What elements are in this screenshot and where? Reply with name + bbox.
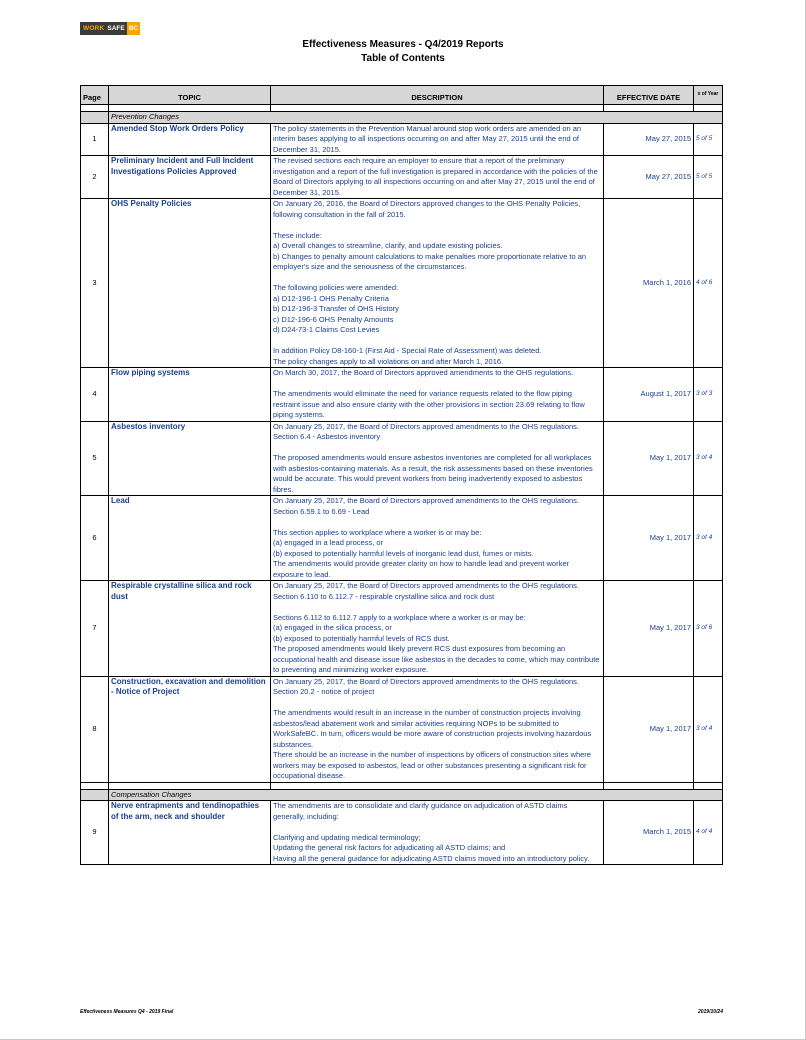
category-row: [81, 789, 723, 801]
row-page-number: 9: [81, 801, 109, 865]
table-row: [81, 421, 723, 496]
row-description: [271, 199, 604, 368]
description-line: On March 30, 2017, the Board of Directors approved amendments to the OHS regulations.: [273, 368, 574, 377]
description-line: The revised sections each require an employer to ensure that a report of the preliminary investigation and a report of the full investigation is prepared in accordance with the policies of the Board of Directors applying to all inspections occurring on and after May 27, 2015 until the end of December 31, 2015.: [273, 156, 598, 197]
row-description: [271, 676, 604, 782]
footer-date: 2019/10/24: [697, 1009, 723, 1015]
row-topic: OHS Penalty Policies: [109, 199, 271, 368]
row-topic: Nerve entrapments and tendinopathies of the arm, neck and shoulder: [109, 801, 271, 865]
description-line: The amendments would provide greater clarity on how to handle lead and prevent worker exposure to lead.: [273, 559, 570, 579]
description-line: In addition Policy D8-160-1 (First Aid - Special Rate of Assessment) was deleted.: [273, 346, 542, 355]
description-gap: [273, 602, 601, 613]
row-year-count: 4 of 6: [694, 199, 723, 368]
row-page-number: 3: [81, 199, 109, 368]
row-effective-date: May 27, 2015: [604, 123, 694, 156]
table-row: [81, 123, 723, 156]
description-line: Having all the general guidance for adjudicating ASTD claims moved into an introductory policy.: [273, 853, 590, 863]
row-page-number: 4: [81, 368, 109, 422]
spacer-cell: [109, 105, 271, 112]
row-description: [271, 421, 604, 496]
description-line: The amendments would result in an increase in the number of construction projects involving asbestos/lead abatement work and similar activities requiring NOPs to be submitted to WorkSafeBC. In turn, officers would be more aware of construction projects involving hazardous substances.: [273, 708, 592, 749]
category-row: [81, 112, 723, 124]
row-year-count: 3 of 6: [694, 581, 723, 677]
row-year-count: 3 of 4: [694, 496, 723, 581]
row-page-number: 1: [81, 123, 109, 156]
row-topic: Asbestos inventory: [109, 421, 271, 496]
description-line: The amendments are to consolidate and clarify guidance on adjudication of ASTD claims generally, including:: [273, 801, 568, 821]
row-effective-date: May 1, 2017: [604, 421, 694, 496]
description-line: (b) exposed to potentially harmful levels of RCS dust.: [273, 633, 450, 643]
description-gap: [273, 698, 601, 709]
row-description: [271, 368, 604, 422]
document-subtitle: Table of Contents: [361, 53, 445, 64]
category-page-cell: [81, 112, 109, 124]
row-effective-date: August 1, 2017: [604, 368, 694, 422]
spacer-cell: [81, 782, 109, 789]
row-page-number: 7: [81, 581, 109, 677]
row-effective-date: May 1, 2017: [604, 676, 694, 782]
description-gap: [273, 822, 601, 833]
row-topic: Construction, excavation and demolition - Notice of Project: [109, 676, 271, 782]
description-line: On January 25, 2017, the Board of Directors approved amendments to the OHS regulations. Section 6.59.1 to 6.69 - Lead: [273, 496, 580, 516]
spacer-row: [81, 782, 723, 789]
description-line: The following policies were amended:: [273, 283, 399, 292]
description-line: Updating the general risk factors for adjudicating all ASTD claims; and: [273, 843, 506, 852]
toc-table: [80, 85, 723, 865]
row-effective-date: May 27, 2015: [604, 156, 694, 199]
description-line: d) D24-73-1 Claims Cost Levies: [273, 325, 380, 334]
row-effective-date: March 1, 2016: [604, 199, 694, 368]
row-description: [271, 801, 604, 865]
spacer-cell: [604, 782, 694, 789]
row-description: [271, 123, 604, 156]
row-description: [271, 581, 604, 677]
spacer-cell: [81, 105, 109, 112]
description-line: (a) engaged in the silica process, or: [273, 623, 392, 632]
document-title: Effectiveness Measures - Q4/2019 Reports: [302, 39, 504, 50]
table-row: [81, 801, 723, 865]
description-gap: [273, 220, 601, 231]
spacer-cell: [109, 782, 271, 789]
description-line: The proposed amendments would likely prevent RCS dust exposures from becoming an occupational health and disease issue like asbestos in the decades to come, which may contribute to preventing and minimizing worker exposure.: [273, 644, 600, 674]
footer-left: Effectiveness Measures Q4 - 2019 Final: [80, 1009, 174, 1015]
row-year-count: 3 of 3: [694, 368, 723, 422]
spacer-row: [81, 105, 723, 112]
description-gap: [273, 336, 601, 347]
category-label: Compensation Changes: [109, 789, 723, 801]
row-effective-date: May 1, 2017: [604, 581, 694, 677]
row-year-count: 3 of 4: [694, 676, 723, 782]
description-line: b) Changes to penalty amount calculations to make penalties more proportionate relative to an employer's size and the seriousness of the circumstances.: [273, 251, 587, 271]
row-description: [271, 156, 604, 199]
row-topic: Preliminary Incident and Full Incident Investigations Policies Approved: [109, 156, 271, 199]
description-line: The proposed amendments would ensure asbestos inventories are completed for all workplaces with asbestos-containing materials. As a result, the risk assessments based on these inventories would be accurate. This would prevent workers from being inadvertently exposed to asbestos fibres.: [273, 453, 593, 494]
description-line: On January 26, 2016, the Board of Directors approved changes to the OHS Penalty Policies, following consultation in the fall of 2015.: [273, 199, 581, 219]
logo-text-safe: SAFE: [107, 25, 125, 32]
description-line: b) D12-196-3 Transfer of OHS History: [273, 304, 399, 313]
table-row: [81, 368, 723, 422]
description-line: On January 25, 2017, the Board of Directors approved amendments to the OHS regulations. Section 20.2 - notice of project: [273, 676, 580, 696]
table-row: [81, 496, 723, 581]
description-line: On January 25, 2017, the Board of Directors approved amendments to the OHS regulations. Section 6.110 to 6.112.7 - respirable crystalline silica and rock dust: [273, 581, 580, 601]
row-topic: Amended Stop Work Orders Policy: [109, 123, 271, 156]
description-line: There should be an increase in the number of inspections by officers of construction sites where workers may be exposed to asbestos, lead or other substances presenting a significant risk for occupational disease.: [273, 750, 591, 780]
description-line: The policy statements in the Prevention Manual around stop work orders are amended on an interim bases applying to all inspections occurring on and after May 27, 2015 until the end of December 31, 2015.: [273, 123, 582, 154]
description-line: The amendments would eliminate the need for variance requests related to the flow piping restraint issue and also ensure clarity with the other provisions in section 23.69 relating to flow piping systems.: [273, 389, 585, 419]
description-gap: [273, 443, 601, 454]
category-label: Prevention Changes: [109, 112, 723, 124]
spacer-cell: [271, 782, 604, 789]
description-line: Clarifying and updating medical terminology;: [273, 832, 421, 842]
row-page-number: 8: [81, 676, 109, 782]
row-topic: Lead: [109, 496, 271, 581]
spacer-cell: [604, 105, 694, 112]
description-line: (b) exposed to potentially harmful levels of inorganic lead dust, fumes or mists.: [273, 548, 534, 558]
row-page-number: 5: [81, 421, 109, 496]
spacer-cell: [694, 782, 723, 789]
description-line: c) D12-196-6 OHS Penalty Amounts: [273, 314, 394, 324]
row-year-count: 5 of 5: [694, 156, 723, 199]
category-page-cell: [81, 789, 109, 801]
header-effective-date: EFFECTIVE DATE: [604, 86, 694, 105]
logo-text-bc: BC: [127, 22, 140, 35]
row-topic: Respirable crystalline silica and rock dust: [109, 581, 271, 677]
table-row: [81, 581, 723, 677]
table-row: [81, 156, 723, 199]
row-year-count: 5 of 5: [694, 123, 723, 156]
header-topic: TOPIC: [109, 86, 271, 105]
description-line: The policy changes apply to all violations on and after March 1, 2016.: [273, 356, 504, 366]
row-year-count: 4 of 4: [694, 801, 723, 865]
row-effective-date: May 1, 2017: [604, 496, 694, 581]
description-line: (a) engaged in a lead process, or: [273, 538, 384, 547]
worksafebc-logo: [80, 22, 139, 35]
spacer-cell: [694, 105, 723, 112]
table-row: [81, 676, 723, 782]
description-line: This section applies to workplace where a worker is or may be:: [273, 527, 482, 537]
description-line: On January 25, 2017, the Board of Directors approved amendments to the OHS regulations. Section 6.4 - Asbestos inventory: [273, 421, 580, 441]
header-year: x of Year: [694, 86, 723, 105]
description-gap: [273, 379, 601, 390]
row-topic: Flow piping systems: [109, 368, 271, 422]
table-header-row: [81, 86, 723, 105]
table-row: [81, 199, 723, 368]
description-line: These include:: [273, 230, 322, 240]
row-page-number: 6: [81, 496, 109, 581]
row-year-count: 3 of 4: [694, 421, 723, 496]
toc-body: [81, 105, 723, 865]
header-description: DESCRIPTION: [271, 86, 604, 105]
row-page-number: 2: [81, 156, 109, 199]
logo-text-work: WORK: [83, 25, 105, 32]
description-gap: [273, 517, 601, 528]
description-line: Sections 6.112 to 6.112.7 apply to a workplace where a worker is or may be:: [273, 612, 526, 622]
row-effective-date: March 1, 2015: [604, 801, 694, 865]
row-description: [271, 496, 604, 581]
description-line: a) Overall changes to streamline, clarify, and update existing policies.: [273, 241, 503, 250]
spacer-cell: [271, 105, 604, 112]
description-gap: [273, 273, 601, 284]
description-line: a) D12-196-1 OHS Penalty Criteria: [273, 293, 389, 303]
header-page: Page: [81, 86, 109, 105]
